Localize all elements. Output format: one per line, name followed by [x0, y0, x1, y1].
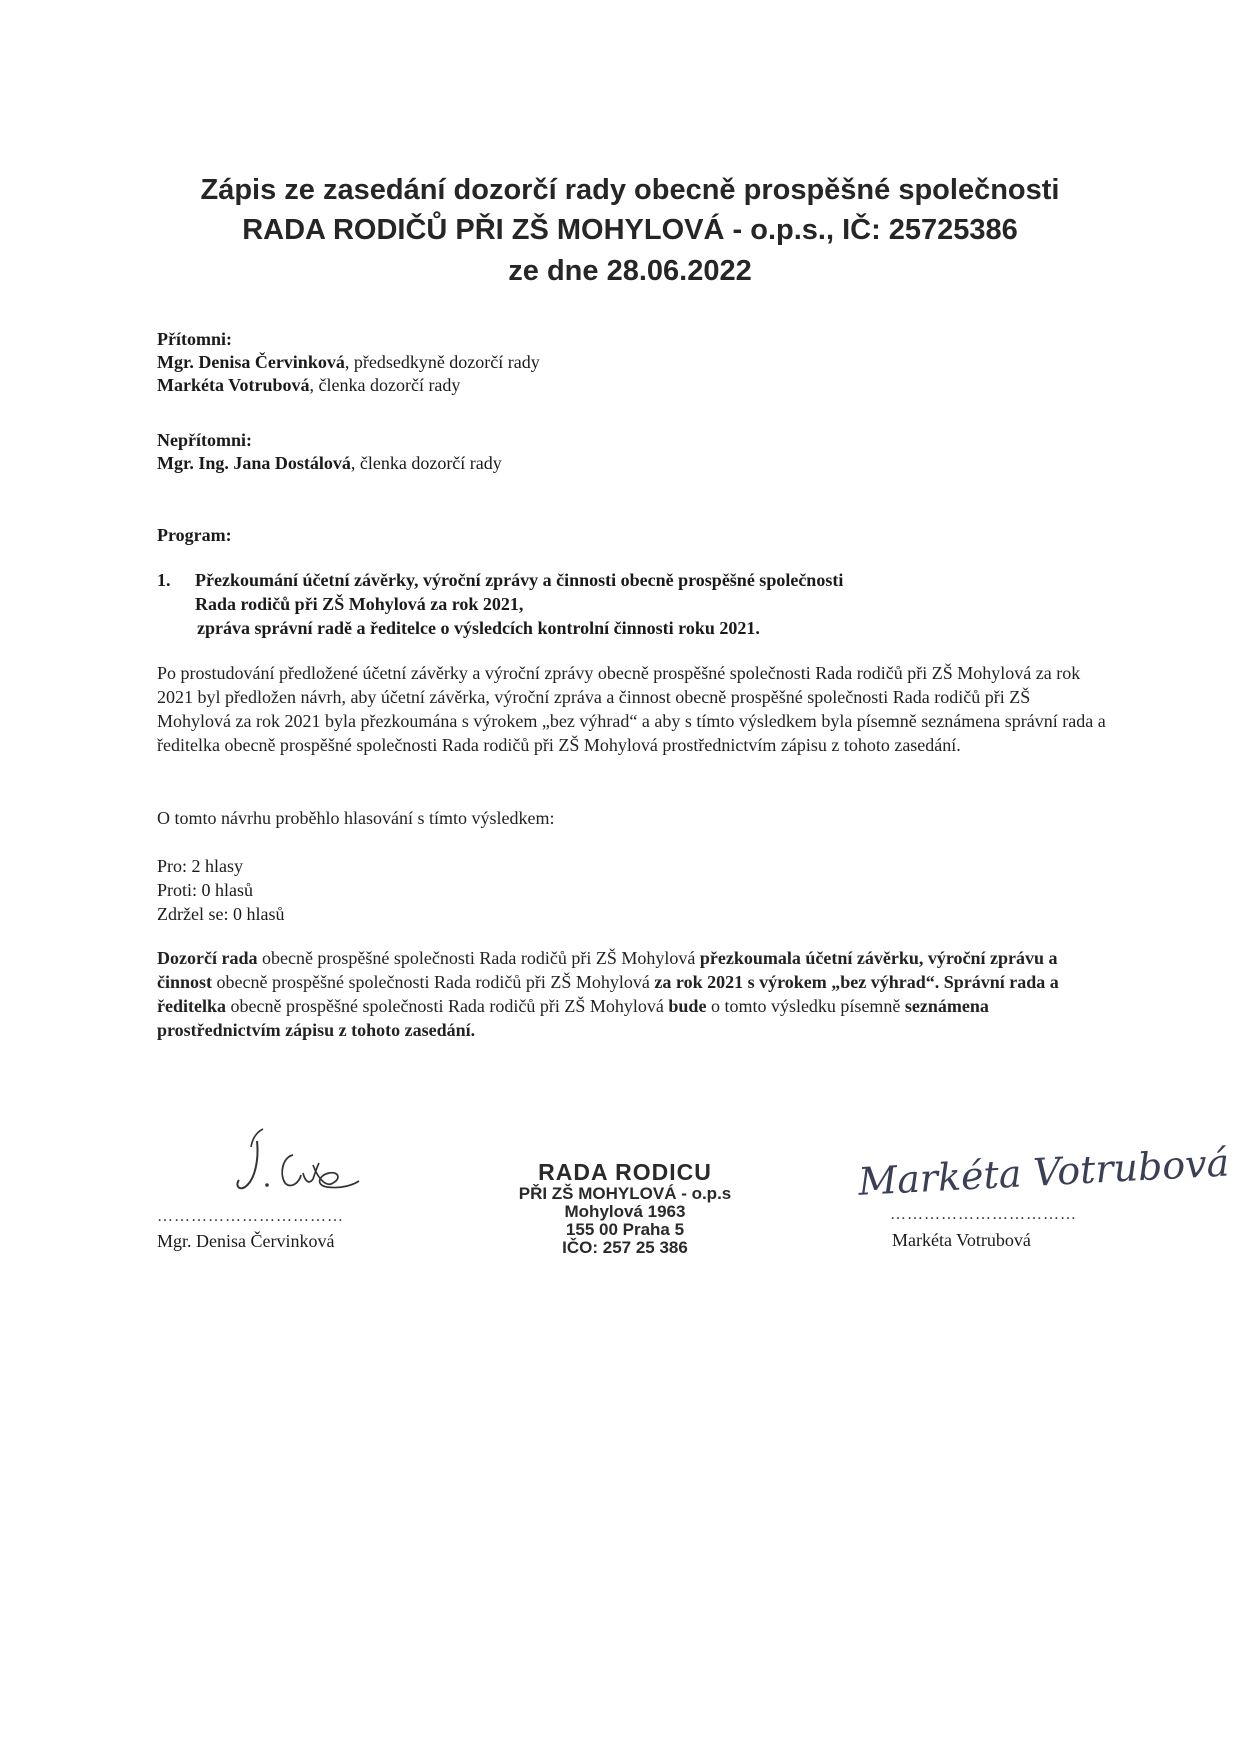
signature-line-right: …………………………… [890, 1206, 1077, 1223]
conclusion-paragraph [157, 946, 1117, 1042]
vote-intro: O tomto návrhu proběhlo hlasování s tímto výsledkem: [157, 808, 555, 828]
present-member [157, 351, 540, 374]
member-role: , členka dozorčí rady [309, 375, 461, 395]
vote-against: Proti: 0 hlasů [157, 880, 254, 900]
stamp-line: 155 00 Praha 5 [565, 1220, 685, 1239]
document-title-date: ze dne 28.06.2022 [508, 255, 752, 287]
conclusion-segment: o tomto výsledku písemně [706, 996, 905, 1016]
present-member [157, 374, 460, 397]
program-item-number: 1. [157, 570, 171, 590]
program-item-line: Přezkoumání účetní závěrky, výroční zprávy a činnosti obecně prospěšné společnosti [195, 570, 844, 590]
conclusion-bold-segment: bude [668, 996, 707, 1016]
member-role: , předsedkyně dozorčí rady [344, 352, 540, 372]
handwritten-signature-left [215, 1125, 365, 1205]
conclusion-bold-segment: přezkoumala účetní závěrku, výroční zprávu a činnost [157, 948, 1058, 992]
organization-stamp [490, 1160, 760, 1257]
handwritten-signature-right [850, 1132, 1231, 1212]
program-heading: Program: [157, 525, 232, 545]
conclusion-segment: obecně prospěšné společnosti Rada rodičů při ZŠ Mohylová [212, 972, 655, 992]
absent-heading: Nepřítomni: [157, 430, 252, 450]
conclusion-segment: obecně prospěšné společnosti Rada rodičů při ZŠ Mohylová [257, 948, 700, 968]
member-role: , členka dozorčí rady [350, 453, 502, 473]
vote-abstain: Zdržel se: 0 hlasů [157, 904, 285, 924]
signatory-name-left: Mgr. Denisa Červinková [157, 1231, 335, 1251]
stamp-line: IČO: 257 25 386 [562, 1238, 688, 1257]
conclusion-bold-segment: Dozorčí rada [157, 948, 258, 968]
stamp-line: RADA RODICU [538, 1159, 712, 1185]
conclusion-bold-segment: za rok 2021 s výrokem „bez výhrad“. Správní rada a ředitelka [157, 972, 1059, 1016]
member-name: Mgr. Denisa Červinková [157, 352, 345, 372]
conclusion-bold-segment: seznámena prostřednictvím zápisu z tohoto zasedání. [157, 996, 989, 1040]
document-title-line-2: RADA RODIČŮ PŘI ZŠ MOHYLOVÁ - o.p.s., IČ: 25725386 [242, 214, 1018, 246]
member-name: Markéta Votrubová [157, 375, 310, 395]
stamp-line: Mohylová 1963 [564, 1202, 686, 1221]
present-heading: Přítomni: [157, 329, 232, 349]
program-item-line: zpráva správní radě a ředitelce o výsledcích kontrolní činnosti roku 2021. [197, 618, 760, 638]
stamp-line: PŘI ZŠ MOHYLOVÁ - o.p.s [518, 1184, 732, 1203]
proposal-paragraph: Po prostudování předložené účetní závěrky a výroční zprávy obecně prospěšné společnosti Rada rodičů při ZŠ Mohylová za rok 2021 byl předložen návrh, aby účetní závěrka, výroční zpráva a činnost obecně prospěšné společnosti Rada rodičů při ZŠ Mohylová za rok 2021 byla přezkoumána s výrokem „bez výhrad“ a aby s tímto výsledkem byla písemně seznámena správní rada a ředitelka obecně prospěšné společnosti Rada rodičů při ZŠ Mohylová prostřednictvím zápisu z tohoto zasedání. [157, 663, 1106, 755]
program-item-line: Rada rodičů při ZŠ Mohylová za rok 2021, [195, 594, 524, 614]
member-name: Mgr. Ing. Jana Dostálová [157, 453, 351, 473]
document-title-line-1: Zápis ze zasedání dozorčí rady obecně prospěšné společnosti [200, 174, 1060, 206]
conclusion-segment: obecně prospěšné společnosti Rada rodičů při ZŠ Mohylová [226, 996, 669, 1016]
signature-line-left: …………………………… [157, 1208, 344, 1225]
signatory-name-right: Markéta Votrubová [892, 1230, 1031, 1250]
signature-handwriting: Markéta Votrubová [857, 1140, 1231, 1204]
absent-member [157, 452, 502, 475]
vote-for: Pro: 2 hlasy [157, 856, 244, 876]
